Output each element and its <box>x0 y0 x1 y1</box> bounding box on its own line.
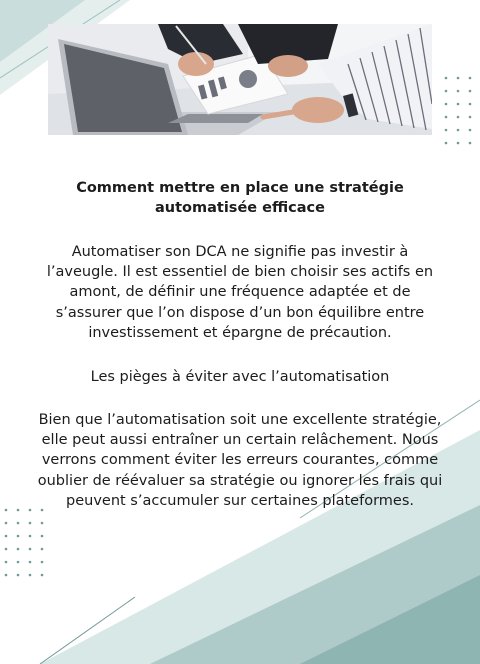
decorative-dot <box>17 509 20 512</box>
decorative-dot <box>29 548 32 551</box>
decorative-dot <box>17 561 20 564</box>
decorative-dot <box>469 116 472 119</box>
decorative-dot <box>457 116 460 119</box>
decorative-dot <box>445 129 448 132</box>
decorative-dot <box>457 142 460 145</box>
decorative-dot <box>469 129 472 132</box>
decorative-dot <box>5 535 8 538</box>
decorative-dot <box>469 142 472 145</box>
article-content <box>36 178 444 511</box>
decorative-dot <box>5 548 8 551</box>
decorative-dot <box>29 522 32 525</box>
decorative-dot <box>469 90 472 93</box>
decorative-dot <box>445 116 448 119</box>
dot-pattern-bottom-left <box>0 506 50 580</box>
decorative-dot <box>17 548 20 551</box>
decorative-dot <box>17 522 20 525</box>
decorative-dot <box>457 77 460 80</box>
decorative-dot <box>5 522 8 525</box>
decorative-dot <box>5 574 8 577</box>
body-paragraph: Bien que l’automatisation soit une excellente stratégie, elle peut aussi entraîner un certain relâchement. Nous verrons comment éviter les erreurs courantes, comme oublier de réévaluer sa stratégie ou ignorer les frais qui peuvent s’accumuler sur certaines plateformes. <box>37 412 443 509</box>
decorative-dot <box>17 574 20 577</box>
article-title: Comment mettre en place une stratégie automatisée efficace <box>76 180 404 216</box>
decorative-dot <box>445 90 448 93</box>
decorative-dot <box>457 129 460 132</box>
decorative-dot <box>445 142 448 145</box>
decorative-dot <box>41 522 44 525</box>
decorative-dot <box>41 561 44 564</box>
decorative-dot <box>29 561 32 564</box>
header-photo <box>48 24 432 135</box>
dot-pattern-top-right <box>438 72 478 152</box>
decorative-dot <box>29 574 32 577</box>
intro-paragraph: Automatiser son DCA ne signifie pas investir à l’aveugle. Il est essentiel de bien choisir ses actifs en amont, de définir une fréquence adaptée et de s’assurer que l’on dispose d’un bon équilibre entre investissement et épargne de précaution. <box>46 244 434 341</box>
decorative-dot <box>469 103 472 106</box>
decorative-dot <box>29 535 32 538</box>
decorative-dot <box>5 561 8 564</box>
decorative-dot <box>5 509 8 512</box>
decorative-dot <box>41 535 44 538</box>
decorative-dot <box>41 574 44 577</box>
decorative-dot <box>41 548 44 551</box>
decorative-dot <box>457 103 460 106</box>
decorative-dot <box>29 509 32 512</box>
section-subheading: Les pièges à éviter avec l’automatisation <box>90 369 390 386</box>
decorative-dot <box>457 90 460 93</box>
decorative-dot <box>17 535 20 538</box>
decorative-dot <box>445 77 448 80</box>
decorative-dot <box>469 77 472 80</box>
decorative-dot <box>445 103 448 106</box>
